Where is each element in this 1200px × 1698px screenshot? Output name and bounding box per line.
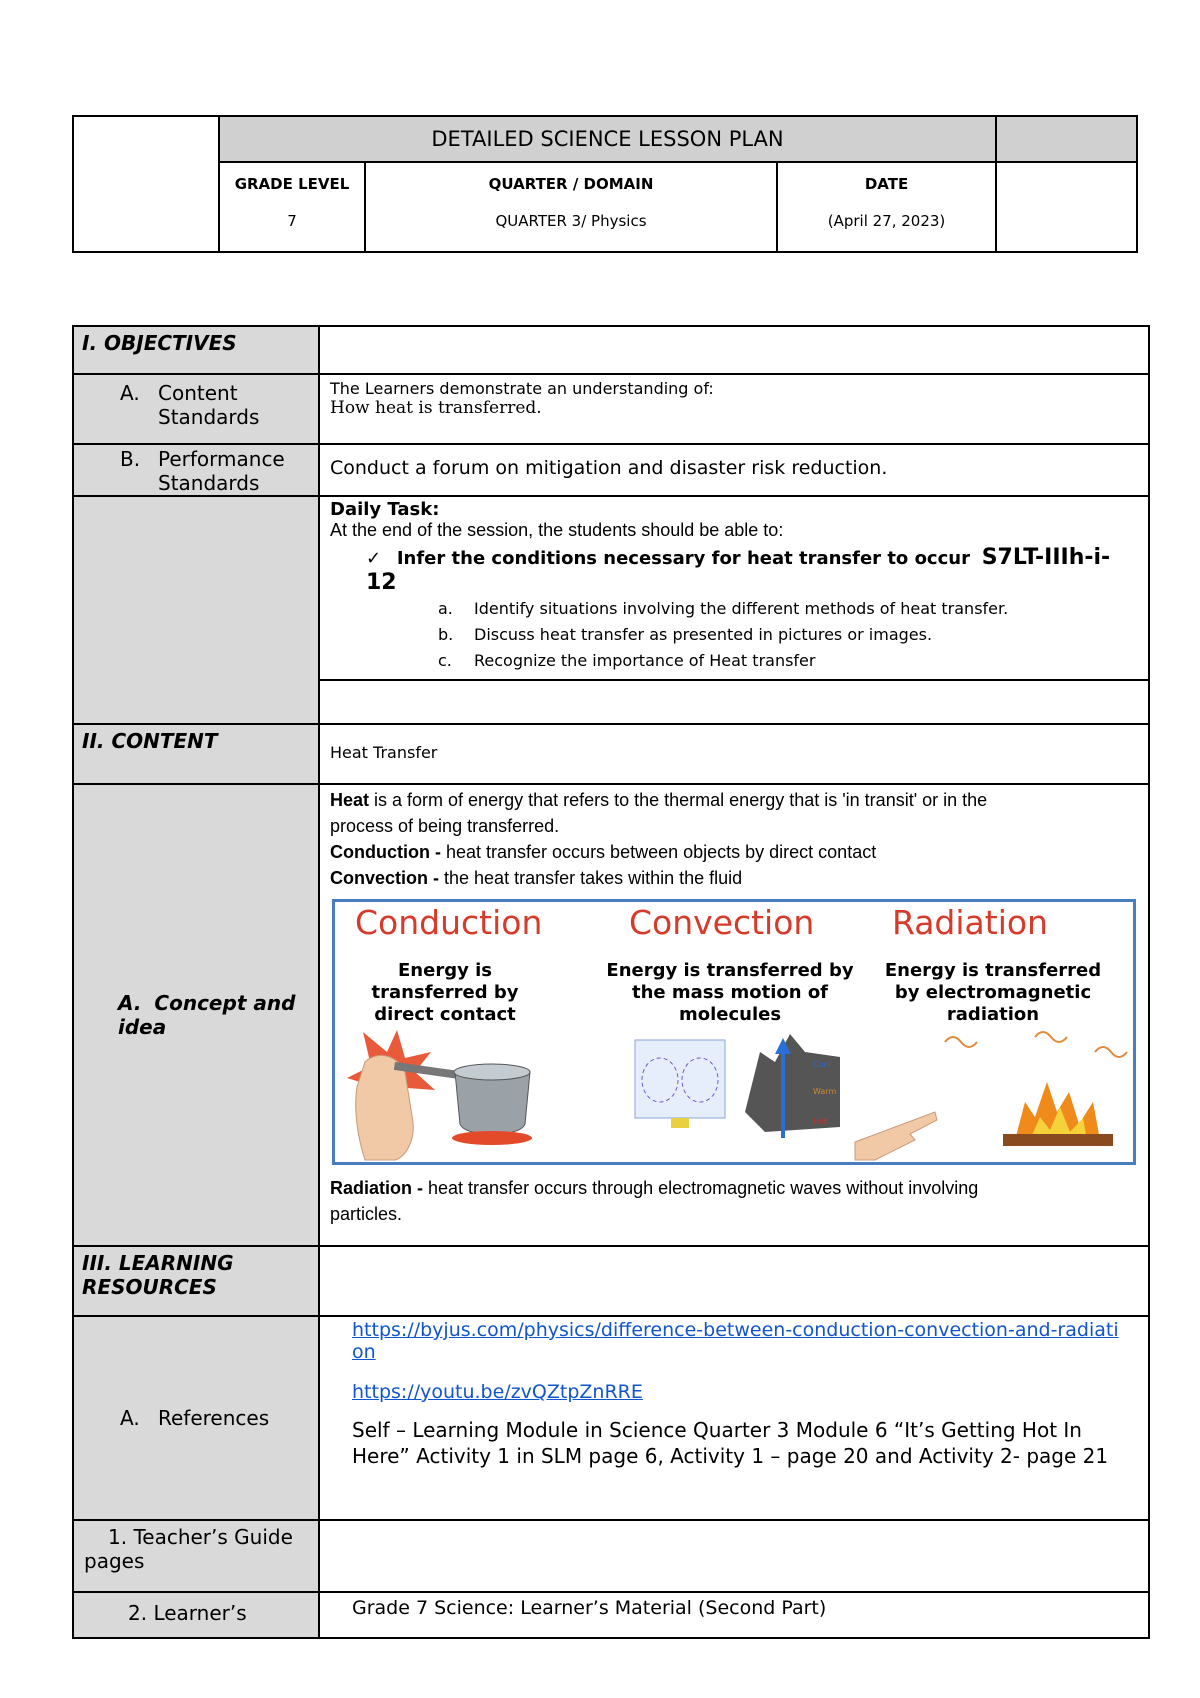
performance-standards-label [74,445,318,495]
references-cell [319,1316,1149,1520]
burner-icon [452,1131,532,1145]
objective-item-c [438,651,1138,677]
performance-standards-label-cell [73,444,319,496]
teacher-guide-cell [319,1520,1149,1592]
objectives-heading: I. OBJECTIVES [82,331,237,355]
convection-desc: Energy is transferred by the mass motion of molecules [606,960,854,1025]
document-title: DETAILED SCIENCE LESSON PLAN [219,116,996,162]
daily-task-label-cell [73,496,319,724]
heat-definition [330,787,1020,839]
content-standards-text: Content Standards [158,381,260,429]
objectives-blank-cell [319,326,1149,374]
date-value: (April 27, 2023) [827,212,946,230]
heat-wave-icon [945,1037,977,1047]
references-label-cell [73,1316,319,1520]
grade-level-value: 7 [287,212,297,230]
daily-task-title: Daily Task: [330,499,440,520]
references-text: References [158,1406,270,1430]
check-mark-icon: ✓ [366,548,382,569]
resources-blank-cell [319,1246,1149,1316]
content-standards-label-cell [73,374,319,444]
reaching-hand-icon [855,1112,937,1160]
radiation-term: Radiation - [330,1178,428,1198]
resources-heading: III. LEARNING RESOURCES [82,1251,234,1299]
objective-item-letter: c. [438,651,452,670]
illustration-icon [335,902,1133,1162]
log-icon [1003,1134,1113,1146]
module-reference: Self – Learning Module in Science Quarter 3 Module 6 “It’s Getting Hot In Here” Activity 1 in SLM page 6, Activity 1 – page 20 and Activity 2- page 21 [352,1418,1109,1468]
content-topic: Heat Transfer [319,724,1149,784]
warm-label: Warm [813,1087,837,1096]
performance-standards-letter: B. [120,447,141,471]
date-cell [777,162,996,252]
content-heading: II. CONTENT [82,729,218,753]
pot-rim-icon [454,1064,530,1080]
radiation-definition [330,1175,1030,1227]
lesson-plan-table [72,325,1150,1639]
objective-item-text: Discuss heat transfer as presented in pictures or images. [474,625,933,644]
objective-list [330,599,1138,677]
objective-item-text: Recognize the importance of Heat transfer [474,651,816,670]
content-heading-cell [73,724,319,784]
grade-level-label: GRADE LEVEL [234,175,350,193]
conduction-desc: Energy is transferred by direct contact [371,960,519,1025]
objective-item-a [438,599,1138,625]
objective-item-text: Identify situations involving the different methods of heat transfer. [474,599,1009,618]
logo-cell [73,116,219,252]
performance-standards-text: Performance Standards [158,447,285,495]
objective-item-letter: b. [438,625,454,644]
content-standards-value: How heat is transferred. [330,398,542,418]
daily-task-cell [319,496,1149,680]
quarter-cell [365,162,777,252]
youtube-link[interactable] [352,1381,1138,1403]
convection-title: Convection [629,903,815,942]
resources-heading-cell [73,1246,319,1316]
objectives-heading-cell [73,326,319,374]
references-letter: A. [120,1406,140,1430]
heat-transfer-image [332,899,1136,1165]
learner-label: 2. Learner’s [128,1601,247,1625]
hot-label: Hot [813,1117,828,1126]
daily-task-intro: At the end of the session, the students should be able to: [330,520,784,540]
youtube-link-text[interactable]: https://youtu.be/zvQZtpZnRRE [352,1381,643,1403]
radiation-def: heat transfer occurs through electromagnetic waves without involving particles. [330,1178,979,1224]
header-corner-cell [996,116,1137,162]
main-objective-text: Infer the conditions necessary for heat transfer to occur [396,548,970,569]
concept-letter: A. [118,991,142,1015]
header-table [72,115,1138,253]
quarter-value: QUARTER 3/ Physics [495,212,647,230]
date-label: DATE [864,175,909,193]
content-standards-cell [319,374,1149,444]
convection-definition [330,865,1138,891]
references-label [74,1406,318,1430]
quarter-label: QUARTER / DOMAIN [488,175,654,193]
byjus-link-text[interactable]: https://byjus.com/physics/difference-between-conduction-convection-and-radiation [352,1319,1119,1363]
cool-label: Cool [813,1060,831,1069]
heat-wave-icon [1035,1032,1067,1042]
content-standards-intro: The Learners demonstrate an understanding of: [330,379,714,398]
convection-def: the heat transfer takes within the fluid [444,868,743,888]
grade-level-cell [219,162,365,252]
conduction-term: Conduction - [330,842,446,862]
beaker-icon [635,1040,725,1118]
objective-item-b [438,625,1138,651]
content-standards-letter: A. [120,381,140,405]
learner-material: Grade 7 Science: Learner’s Material (Second Part) [319,1592,1149,1638]
pot-icon [455,1072,530,1135]
concept-label [74,991,318,1039]
performance-standards-value: Conduct a forum on mitigation and disaster risk reduction. [319,444,1149,496]
competency-code: S7LT-IIIh-i-12 [366,545,1111,595]
teacher-guide-label: 1. Teacher’s Guide pages [84,1525,293,1573]
radiation-title: Radiation [892,903,1048,942]
heat-wave-icon [1095,1047,1127,1057]
concept-text: Concept and idea [118,991,296,1039]
radiation-desc: Energy is transferred by electromagnetic radiation [884,960,1102,1025]
heat-def: is a form of energy that refers to the thermal energy that is 'in transit' or in the process of being transferred. [330,790,988,836]
header-blank-cell [996,162,1137,252]
flame-base-icon [671,1118,689,1128]
objective-item-letter: a. [438,599,453,618]
heat-term: Heat [330,790,370,810]
concept-label-cell [73,784,319,1246]
concept-cell [319,784,1149,1246]
conduction-def: heat transfer occurs between objects by direct contact [445,842,877,862]
daily-task-blank-cell [319,680,1149,724]
conduction-definition [330,839,1138,865]
content-standards-label [74,375,318,429]
conduction-title: Conduction [355,903,543,942]
convection-term: Convection - [330,868,445,888]
teacher-guide-label-cell [73,1520,319,1592]
main-objective [330,545,1138,595]
learner-label-cell [73,1592,319,1638]
byjus-link[interactable] [352,1319,1122,1363]
